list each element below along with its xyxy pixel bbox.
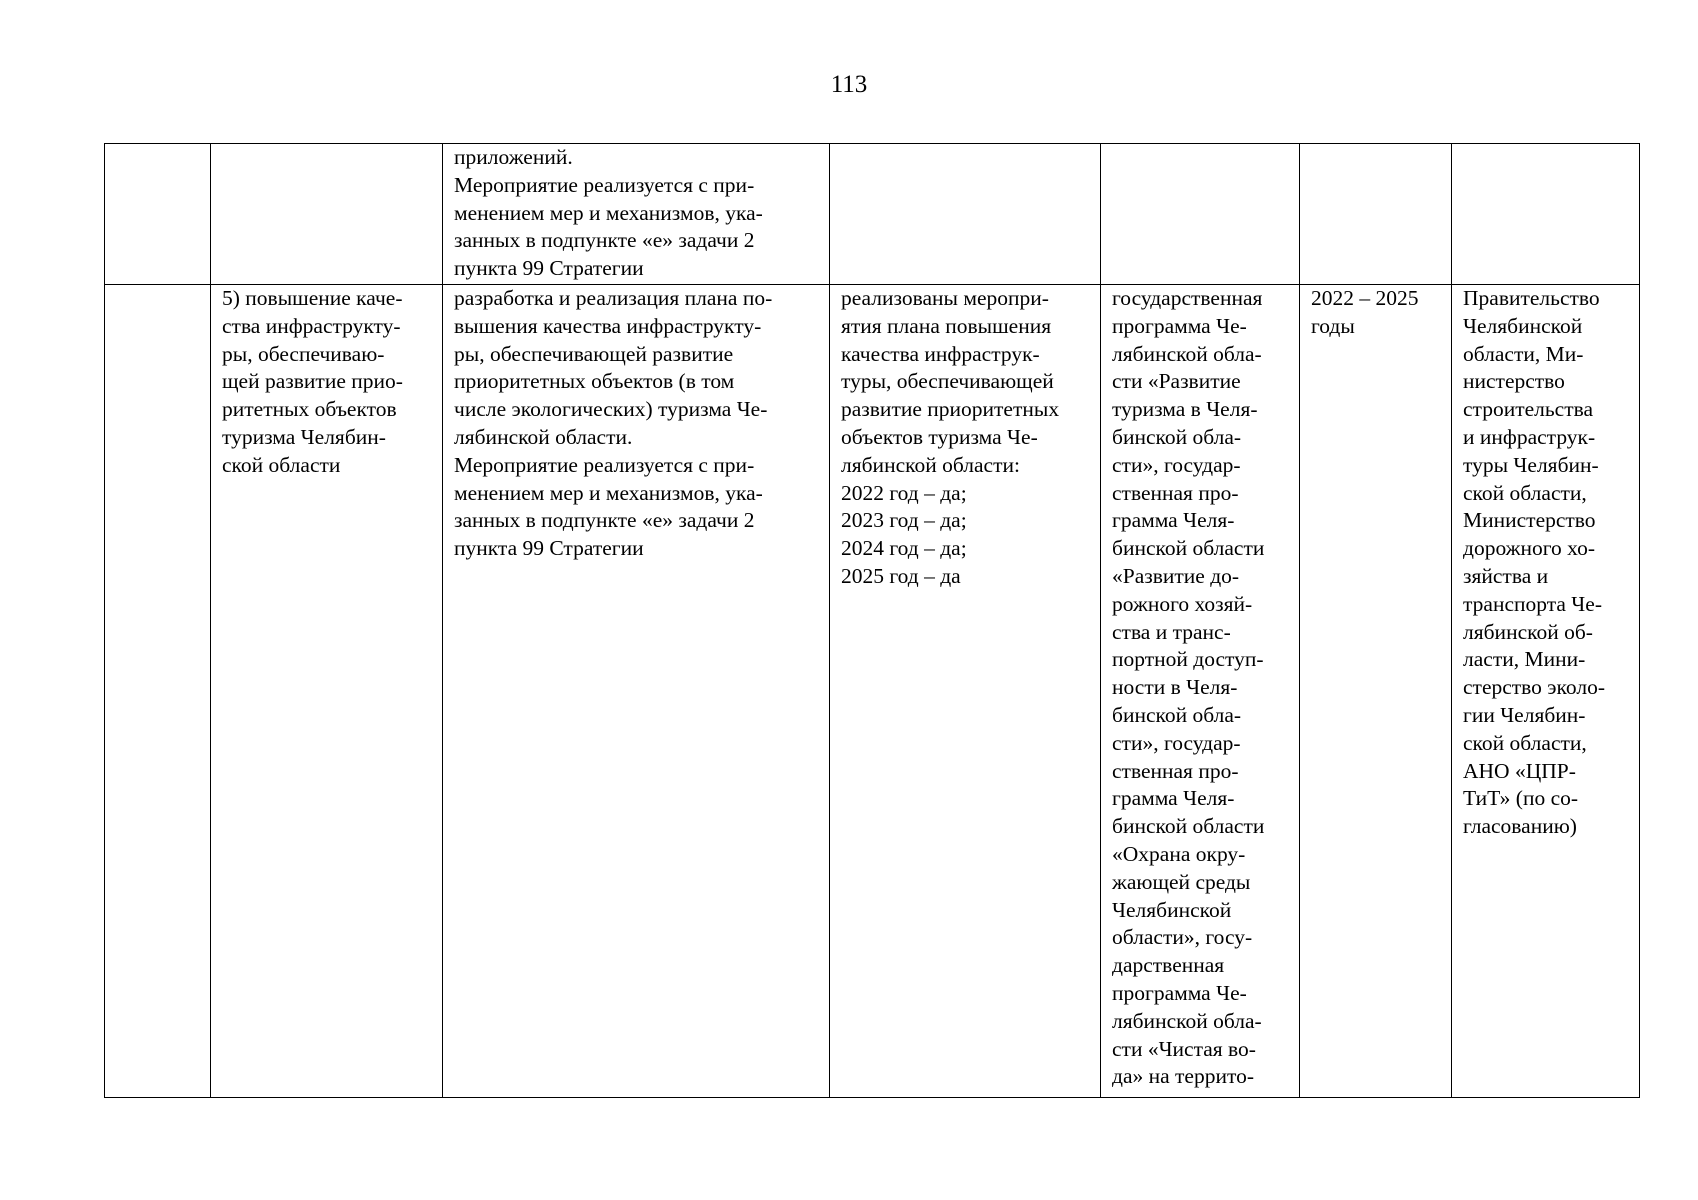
table-cell [1452, 144, 1640, 285]
table-row [105, 284, 1640, 1097]
executor-cell: Правительство Челябинской области, Ми- нистерство строительства и инфраструк- туры Челябин- ской области, Министерство дорожного хо- зяйства и транспорта Че- лябинской об- ласти, Мини- стерство эколо- гии Челябин- ской области, АНО «ЦПР- ТиТ» (по со- гласованию) [1452, 284, 1640, 1097]
table-cell [830, 144, 1101, 285]
measures-table [104, 143, 1640, 1098]
task-cell: 5) повышение каче- ства инфраструкту- ры, обеспечиваю- щей развитие прио- ритетных объектов туризма Челябин- ской области [211, 284, 443, 1097]
measure-cell: разработка и реализация плана по- вышения качества инфраструкту- ры, обеспечивающей развитие приоритетных объектов (в том числе экологических) туризма Че- лябинской области. Мероприятие реализуется с при- менением мер и механизмов, ука- занных в подпункте «е» задачи 2 пункта 99 Стратегии [443, 284, 830, 1097]
table-cell [1101, 144, 1300, 285]
period-cell: 2022 – 2025 годы [1300, 284, 1452, 1097]
table-cell: приложений. Мероприятие реализуется с при- менением мер и механизмов, ука- занных в подпункте «е» задачи 2 пункта 99 Стратегии [443, 144, 830, 285]
table-row [105, 144, 1640, 285]
program-cell: государственная программа Че- лябинской обла- сти «Развитие туризма в Челя- бинской обла- сти», государ- ственная про- грамма Челя- бинской области «Развитие до- рожного хозяй- ства и транс- портной доступ- ности в Челя- бинской обла- сти», государ- ственная про- грамма Челя- бинской области «Охрана окру- жающей среды Челябинской области», госу- дарственная программа Че- лябинской обла- сти «Чистая во- да» на террито- [1101, 284, 1300, 1097]
page-number: 113 [830, 71, 868, 98]
table-cell [1300, 144, 1452, 285]
indicator-cell: реализованы меропри- ятия плана повышения качества инфраструк- туры, обеспечивающей развитие приоритетных объектов туризма Че- лябинской области: 2022 год – да; 2023 год – да; 2024 год – да; 2025 год – да [830, 284, 1101, 1097]
table-cell [211, 144, 443, 285]
table-cell [105, 284, 211, 1097]
table-cell [105, 144, 211, 285]
